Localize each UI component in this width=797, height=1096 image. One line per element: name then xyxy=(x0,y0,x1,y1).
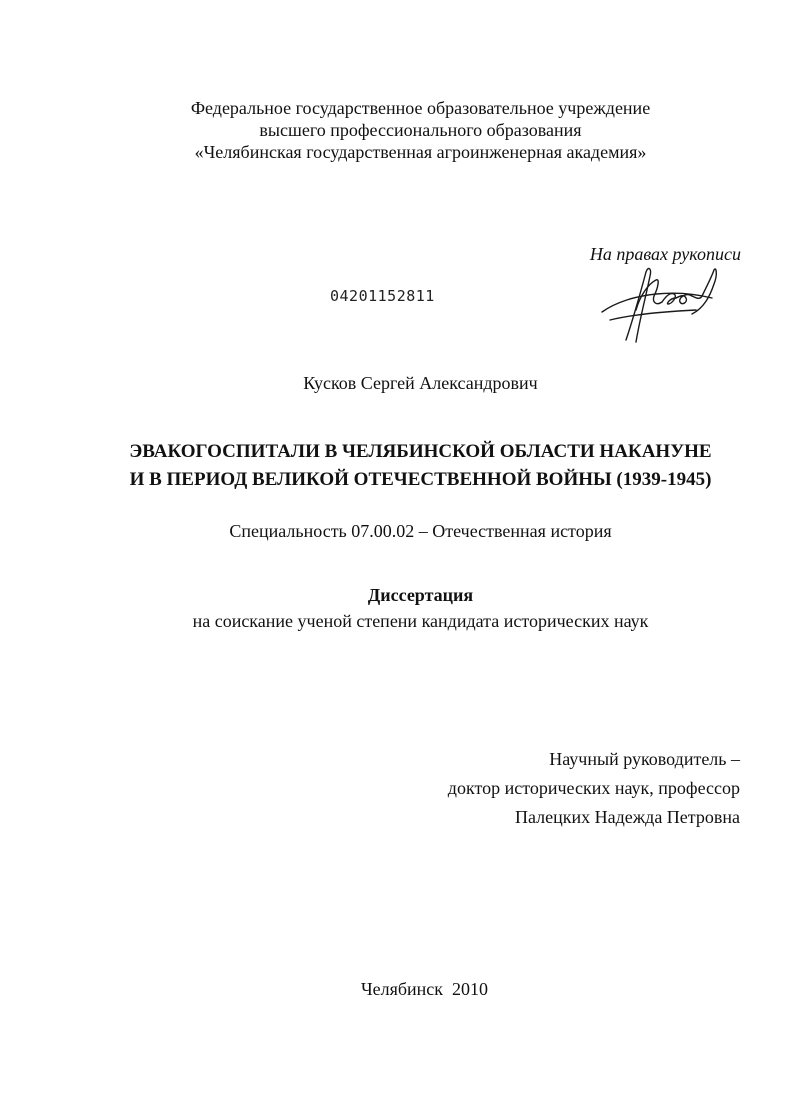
institution-line-2: высшего профессионального образования xyxy=(259,120,582,140)
title-line-2: И В ПЕРИОД ВЕЛИКОЙ ОТЕЧЕСТВЕННОЙ ВОЙНЫ (1939-1945) xyxy=(129,469,712,490)
title-line-1: ЭВАКОГОСПИТАЛИ В ЧЕЛЯБИНСКОЙ ОБЛАСТИ НАКАНУНЕ xyxy=(129,441,712,462)
author-signature xyxy=(596,262,724,346)
institution-line-1: Федеральное государственное образовательное учреждение xyxy=(190,98,651,118)
dissertation-type: Диссертация xyxy=(367,585,474,605)
supervisor-name: Палецких Надежда Петровна xyxy=(514,807,740,827)
specialty: Специальность 07.00.02 – Отечественная история xyxy=(229,521,612,541)
institution-header xyxy=(22,97,797,163)
manuscript-note: На правах рукописи xyxy=(589,244,741,264)
institution-line-3: «Челябинская государственная агроинженерная академия» xyxy=(194,142,647,162)
supervisor-degree: доктор исторических наук, профессор xyxy=(447,778,740,798)
supervisor-block xyxy=(448,745,740,832)
author-name: Кусков Сергей Александрович xyxy=(303,373,538,393)
place-year: Челябинск 2010 xyxy=(360,979,489,999)
registration-code: 04201152811 xyxy=(330,287,435,305)
supervisor-role: Научный руководитель – xyxy=(549,749,740,769)
dissertation-title xyxy=(22,438,797,494)
dissertation-purpose: на соискание ученой степени кандидата исторических наук xyxy=(192,611,649,631)
